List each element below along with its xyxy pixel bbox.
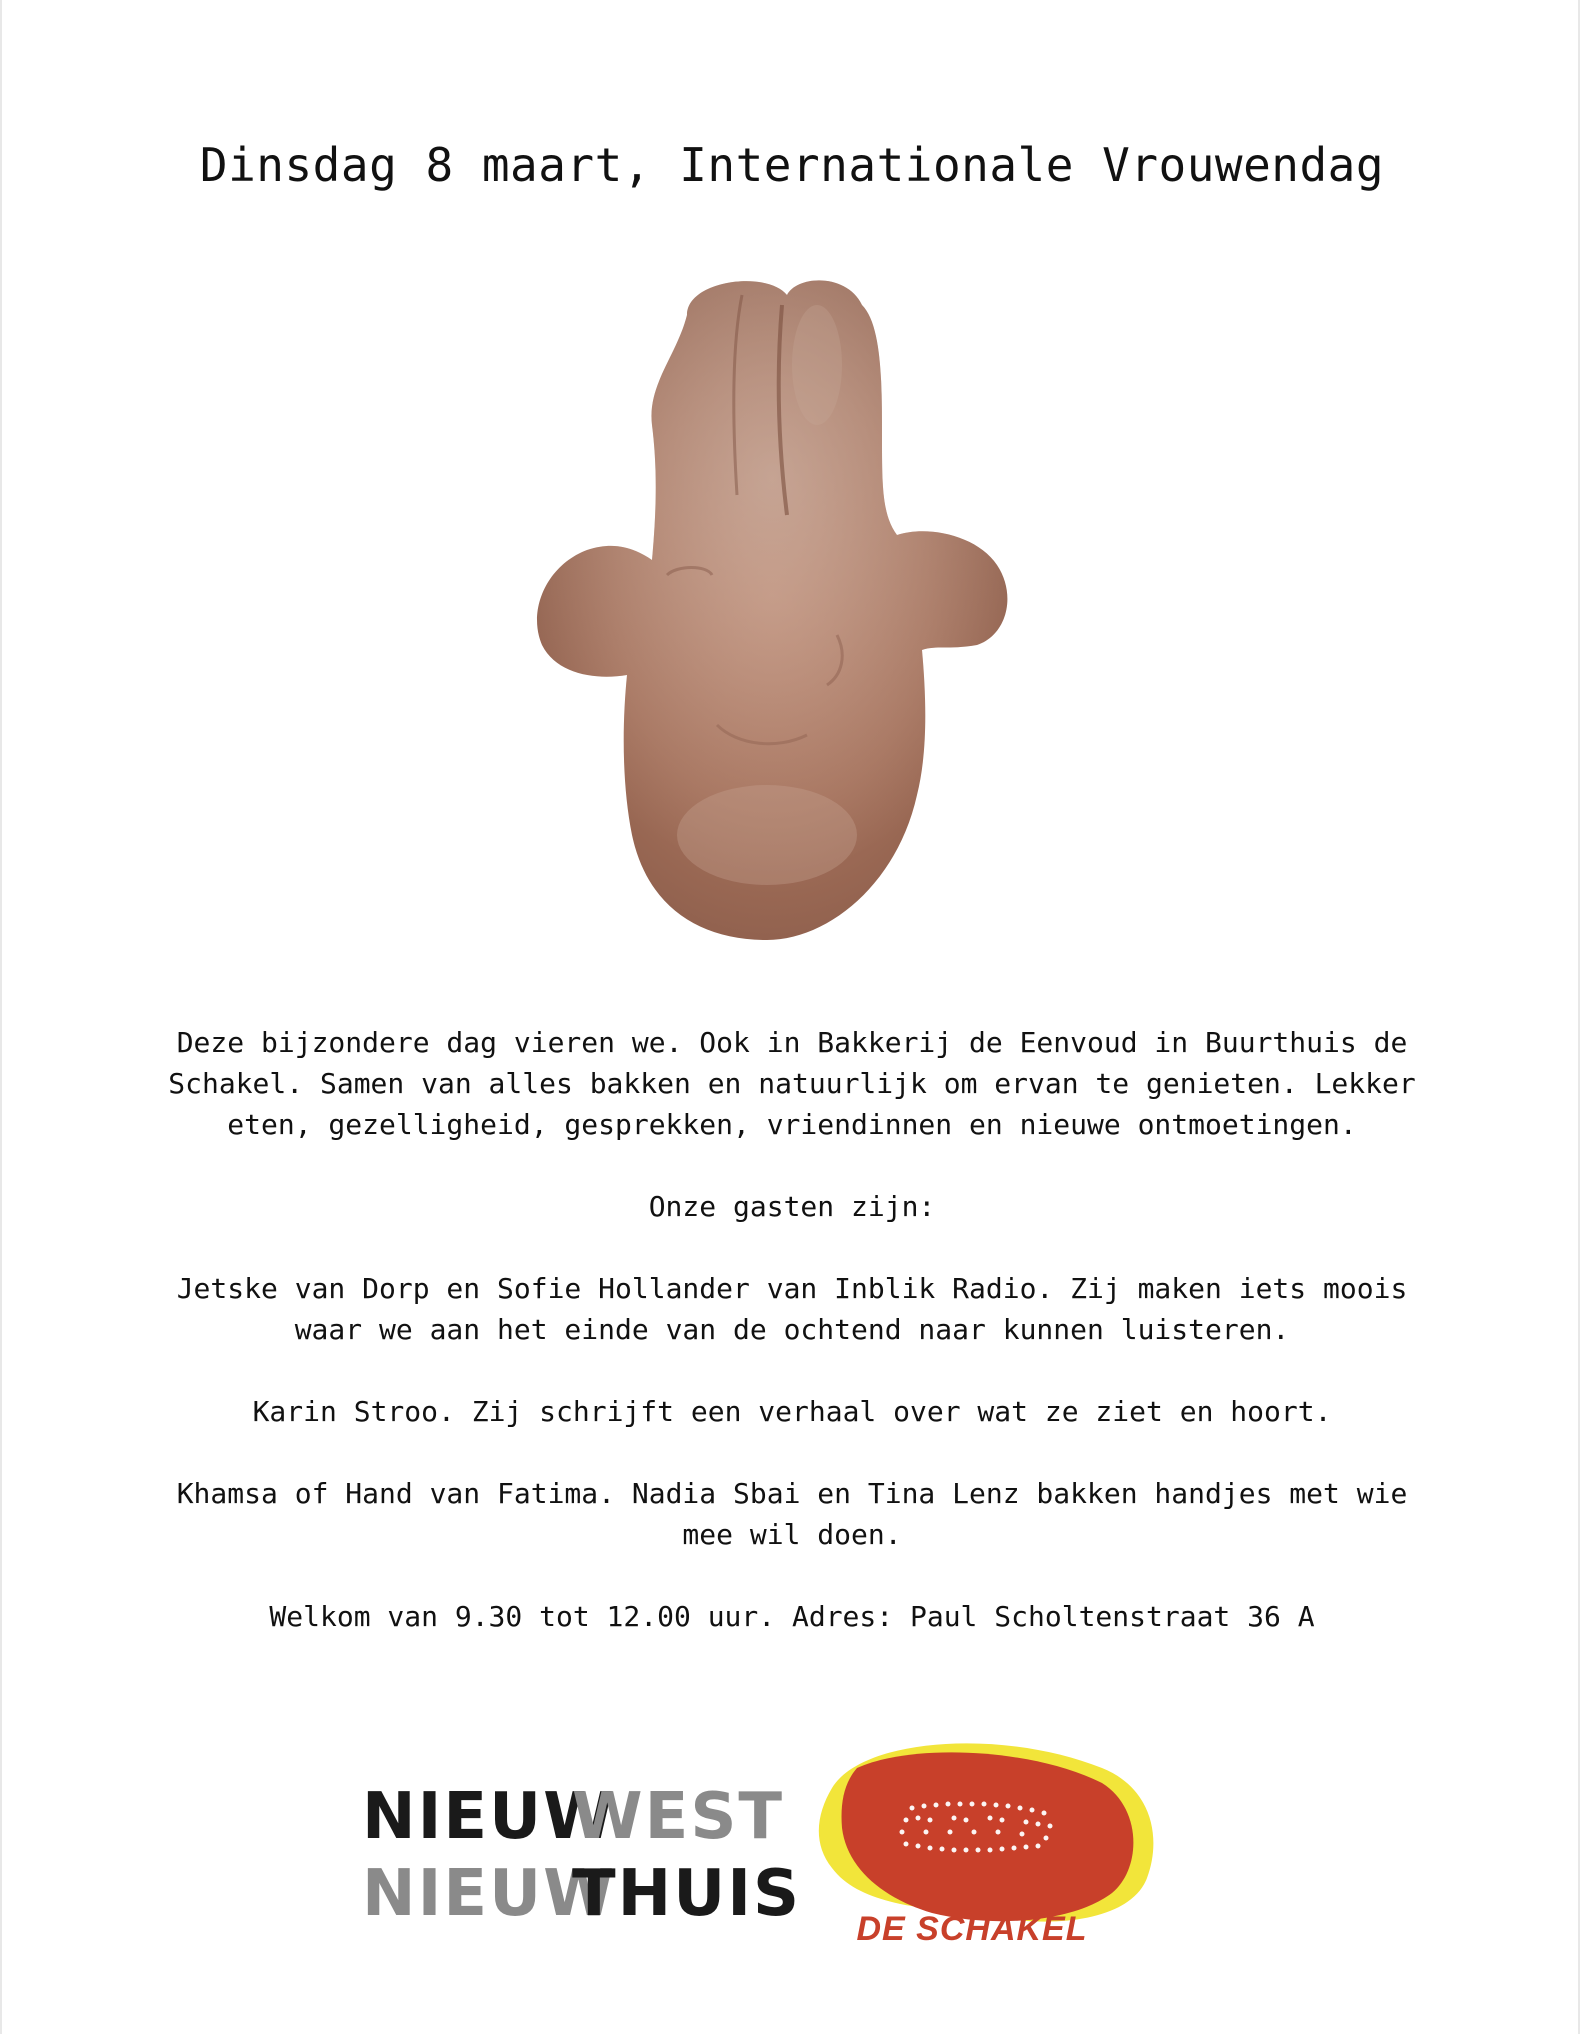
intro-paragraph: Deze bijzondere dag vieren we. Ook in Bakkerij de Eenvoud in Buurthuis de Schakel. Samen van alles bakken en natuurlijk om ervan te genieten. Lekker eten, gezelligheid, gesprekken, vriendinnen en nieuwe ontmoetingen. [168,1026,1416,1141]
nieuwwest-nieuwthuis-logo [342,1770,802,1931]
guest-paragraph-khamsa: Khamsa of Hand van Fatima. Nadia Sbai en Tina Lenz bakken handjes met wie mee wil doen. [176,1477,1408,1551]
logo-word-nieuw-2: NIEUW [362,1857,616,1931]
logo-word-nieuw-1: NIEUW [362,1780,616,1854]
guest-paragraph-radio: Jetske van Dorp en Sofie Hollander van Inblik Radio. Zij maken iets moois waar we aan het einde van de ochtend naar kunnen luisteren. [176,1272,1408,1346]
page-title: Dinsdag 8 maart, Internationale Vrouwendag [199,138,1385,192]
welcome-address-line: Welkom van 9.30 tot 12.00 uur. Adres: Paul Scholtenstraat 36 A [269,1600,1315,1633]
logo-word-thuis: THUIS [572,1857,802,1931]
schakel-logo-name: DE SCHAKEL [856,1910,1088,1948]
guests-heading: Onze gasten zijn: [648,1190,936,1223]
event-description [152,1022,1432,1678]
logo-word-west: WEST [572,1780,785,1854]
guest-paragraph-writer: Karin Stroo. Zij schrijft een verhaal over wat ze ziet en hoort. [252,1395,1332,1428]
khamsa-bread-hand-icon [537,275,1037,945]
